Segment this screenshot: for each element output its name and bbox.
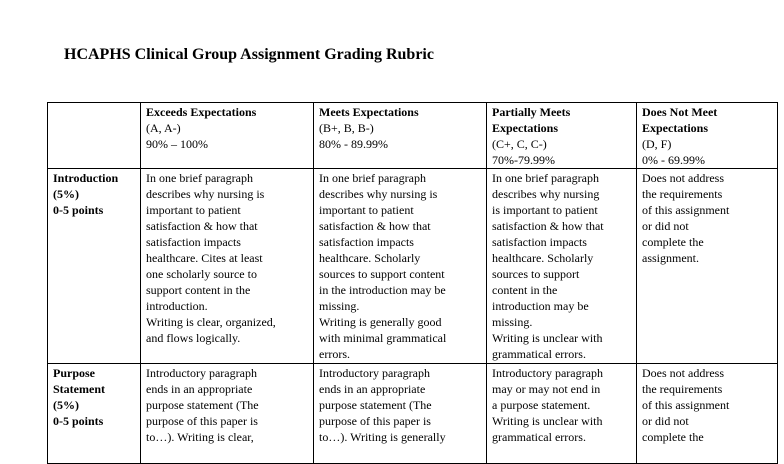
row-label-line: Introduction xyxy=(53,171,119,185)
criteria-text: Introductory paragraph ends in an appropriate purpose statement (The purpose of this paper is to…). Writing is clear, xyxy=(146,366,259,444)
corner-cell xyxy=(48,103,141,169)
criteria-text: In one brief paragraph describes why nursing is important to patient satisfaction & how that satisfaction impacts healthcare. Cites at least one scholarly source to support content in the introduction. Writing is clear, organized, and flows logically. xyxy=(146,171,276,345)
rubric-table xyxy=(47,102,778,464)
criteria-text: In one brief paragraph describes why nursing is important to patient satisfaction & how that satisfaction impacts healthcare. Scholarly sources to support content in the introduction may be missing. Writing is generally good with minimal grammatical errors. xyxy=(319,171,447,361)
criteria-cell xyxy=(141,169,314,364)
column-header-grades: (D, F) xyxy=(642,137,672,151)
row-label-purpose-statement xyxy=(48,364,141,464)
column-header-exceeds xyxy=(141,103,314,169)
table-row-introduction xyxy=(48,169,778,364)
criteria-cell xyxy=(487,364,637,464)
column-header-range: 90% – 100% xyxy=(146,137,208,151)
criteria-cell xyxy=(487,169,637,364)
row-label-line: 0-5 points xyxy=(53,414,104,428)
criteria-cell xyxy=(314,169,487,364)
column-header-range: 0% - 69.99% xyxy=(642,153,705,167)
row-label-line: (5%) xyxy=(53,187,79,201)
column-header-range: 80% - 89.99% xyxy=(319,137,388,151)
column-header-label: Partially Meets xyxy=(492,105,571,119)
criteria-cell xyxy=(637,364,778,464)
row-label-introduction xyxy=(48,169,141,364)
column-header-label: Exceeds Expectations xyxy=(146,105,257,119)
column-header-grades: (B+, B, B-) xyxy=(319,121,374,135)
row-label-line: Statement xyxy=(53,382,105,396)
column-header-label: Does Not Meet xyxy=(642,105,718,119)
column-header-label: Expectations xyxy=(492,121,558,135)
column-header-grades: (A, A-) xyxy=(146,121,181,135)
criteria-cell xyxy=(141,364,314,464)
page-title: HCAPHS Clinical Group Assignment Grading Rubric xyxy=(64,46,434,63)
table-row-purpose-statement xyxy=(48,364,778,464)
header-row xyxy=(48,103,778,169)
criteria-cell xyxy=(637,169,778,364)
column-header-grades: (C+, C, C-) xyxy=(492,137,547,151)
column-header-label: Expectations xyxy=(642,121,708,135)
column-header-meets xyxy=(314,103,487,169)
row-label-line: (5%) xyxy=(53,398,79,412)
criteria-text: In one brief paragraph describes why nursing is important to patient satisfaction & how that satisfaction impacts healthcare. Scholarly sources to support content in the introduction may be missing. Writing is unclear with grammatical errors. xyxy=(492,171,604,361)
column-header-partially-meets xyxy=(487,103,637,169)
criteria-text: Does not address the requirements of this assignment or did not complete the xyxy=(642,366,730,444)
criteria-text: Does not address the requirements of this assignment or did not complete the assignment. xyxy=(642,171,730,265)
criteria-text: Introductory paragraph may or may not end in a purpose statement. Writing is unclear with grammatical errors. xyxy=(492,366,603,444)
row-label-line: 0-5 points xyxy=(53,203,104,217)
criteria-text: Introductory paragraph ends in an appropriate purpose statement (The purpose of this paper is to…). Writing is generally xyxy=(319,366,446,444)
row-label-line: Purpose xyxy=(53,366,95,380)
column-header-label: Meets Expectations xyxy=(319,105,419,119)
column-header-range: 70%-79.99% xyxy=(492,153,555,167)
criteria-cell xyxy=(314,364,487,464)
column-header-does-not-meet xyxy=(637,103,778,169)
